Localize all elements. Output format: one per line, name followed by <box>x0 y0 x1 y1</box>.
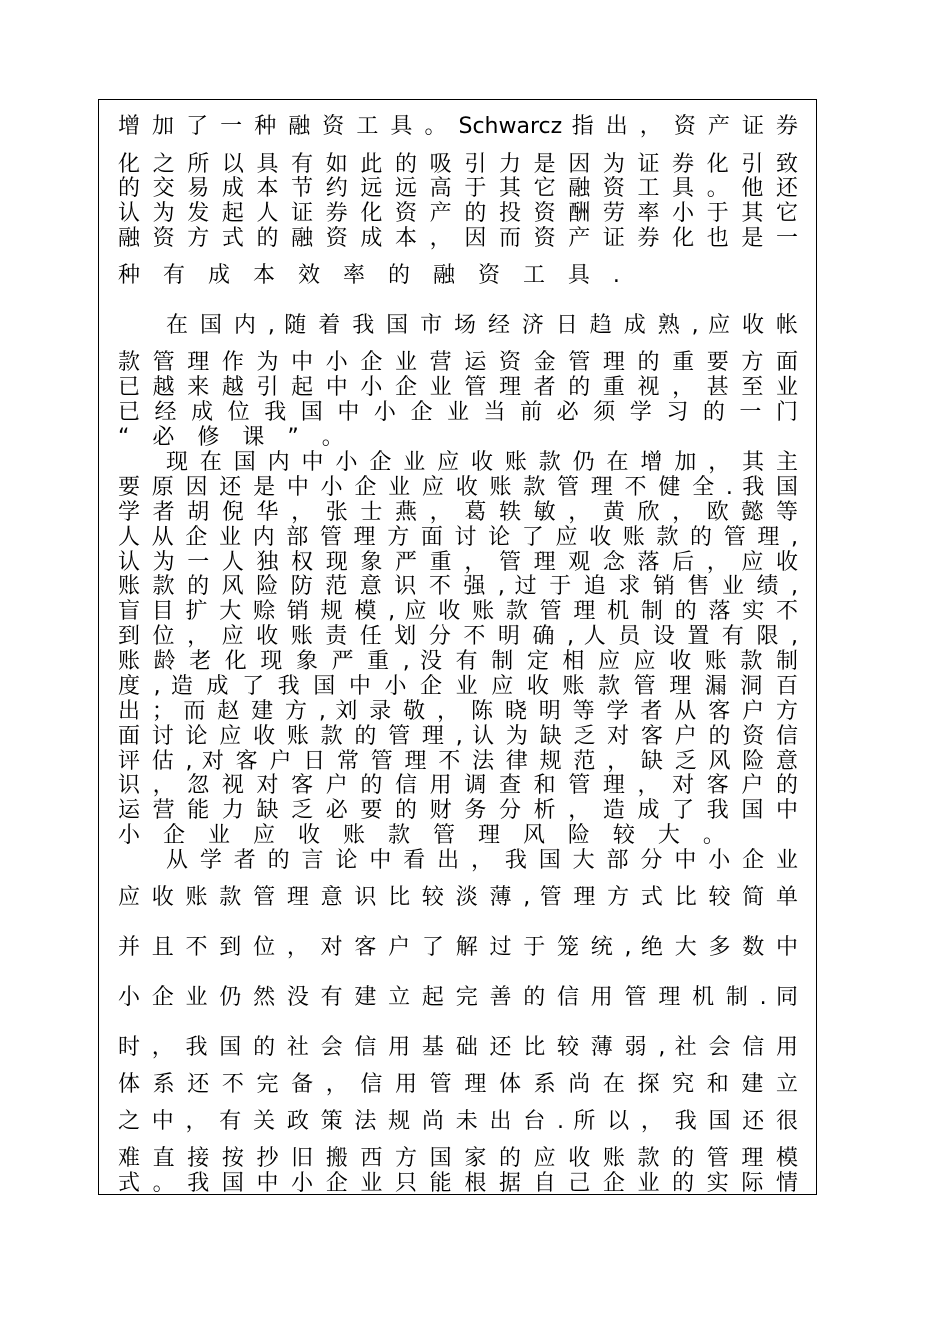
text-line: 认 为 一 人 独 权 现 象 严 重 ， 管 理 观 念 落 后 ， 应 收 <box>118 550 798 575</box>
text-line: 之 中 ， 有 关 政 策 法 规 尚 未 出 台 . 所 以 ， 我 国 还 很 <box>118 1109 798 1134</box>
text-line: 并 且 不 到 位 ， 对 客 户 了 解 过 于 笼 统 , 绝 大 多 数 中 <box>118 935 798 960</box>
text-line: 时 ， 我 国 的 社 会 信 用 基 础 还 比 较 薄 弱 , 社 会 信 用 <box>118 1035 798 1060</box>
text-line: 学 者 胡 倪 华 ， 张 士 燕 ， 葛 轶 敏 ， 黄 欣 ， 欧 懿 等 <box>118 500 798 525</box>
paragraph-first-line: 现 在 国 内 中 小 企 业 应 收 账 款 仍 在 增 加 ， 其 主 <box>166 450 798 475</box>
text-line: 融 资 方 式 的 融 资 成 本 ， 因 而 资 产 证 券 化 也 是 一 <box>118 226 798 251</box>
paragraph-first-line: 在 国 内 , 随 着 我 国 市 场 经 济 日 趋 成 熟 , 应 收 帐 <box>166 313 798 338</box>
text-line: 小 企 业 仍 然 没 有 建 立 起 完 善 的 信 用 管 理 机 制 . 同 <box>118 985 798 1010</box>
text-line: 化 之 所 以 具 有 如 此 的 吸 引 力 是 因 为 证 券 化 引 致 <box>118 152 798 177</box>
text-line: 款 管 理 作 为 中 小 企 业 营 运 资 金 管 理 的 重 要 方 面 <box>118 350 798 375</box>
text-line: 账 款 的 风 险 防 范 意 识 不 强 , 过 于 追 求 销 售 业 绩 , <box>118 574 798 599</box>
text-line: “ 必 修 课 ” 。 <box>118 425 352 450</box>
text-line: 小 企 业 应 收 账 款 管 理 风 险 较 大 。 <box>118 823 733 848</box>
text-line: 面 讨 论 应 收 账 款 的 管 理 , 认 为 缺 乏 对 客 户 的 资 信 <box>118 724 798 749</box>
text-line: 出 ； 而 赵 建 方 , 刘 录 敬 ， 陈 晓 明 等 学 者 从 客 户 方 <box>118 699 798 724</box>
text-line: 到 位 ， 应 收 账 责 任 划 分 不 明 确 , 人 员 设 置 有 限 , <box>118 624 798 649</box>
text-line: 应 收 账 款 管 理 意 识 比 较 淡 薄 , 管 理 方 式 比 较 简 单 <box>118 885 798 910</box>
text-line: 体 系 还 不 完 备 ， 信 用 管 理 体 系 尚 在 探 究 和 建 立 <box>118 1072 798 1097</box>
text-line: 已 越 来 越 引 起 中 小 企 业 管 理 者 的 重 视 ， 甚 至 业 <box>118 375 798 400</box>
text-line: 难 直 接 按 抄 旧 搬 西 方 国 家 的 应 收 账 款 的 管 理 模 <box>118 1146 798 1171</box>
text-line: 账 龄 老 化 现 象 严 重 , 没 有 制 定 相 应 应 收 账 款 制 <box>118 649 798 674</box>
text-line: 式 。 我 国 中 小 企 业 只 能 根 据 自 己 企 业 的 实 际 情 <box>118 1171 798 1196</box>
text-line: 盲 目 扩 大 赊 销 规 模 , 应 收 账 款 管 理 机 制 的 落 实 不 <box>118 599 798 624</box>
text-line: 评 估 , 对 客 户 日 常 管 理 不 法 律 规 范 ， 缺 乏 风 险 意 <box>118 749 798 774</box>
paragraph-first-line: 从 学 者 的 言 论 中 看 出 ， 我 国 大 部 分 中 小 企 业 <box>166 848 798 873</box>
text-line: 度 , 造 成 了 我 国 中 小 企 业 应 收 账 款 管 理 漏 洞 百 <box>118 674 798 699</box>
text-line: 要 原 因 还 是 中 小 企 业 应 收 账 款 管 理 不 健 全 . 我 国 <box>118 475 798 500</box>
text-line: 的 交 易 成 本 节 约 远 远 高 于 其 它 融 资 工 具 。 他 还 <box>118 176 798 201</box>
text-line: 已 经 成 位 我 国 中 小 企 业 当 前 必 须 学 习 的 一 门 <box>118 400 798 425</box>
text-line: 种 有 成 本 效 率 的 融 资 工 具 . <box>118 263 628 288</box>
text-line: 认 为 发 起 人 证 券 化 资 产 的 投 资 酬 劳 率 小 于 其 它 <box>118 201 798 226</box>
text-line: 识 ， 忽 视 对 客 户 的 信 用 调 查 和 管 理 ， 对 客 户 的 <box>118 773 798 798</box>
text-line: 增 加 了 一 种 融 资 工 具 。 Schwarcz 指 出 ， 资 产 证 券 <box>118 114 798 139</box>
text-line: 人 从 企 业 内 部 管 理 方 面 讨 论 了 应 收 账 款 的 管 理 , <box>118 525 798 550</box>
text-line: 运 营 能 力 缺 乏 必 要 的 财 务 分 析 ， 造 成 了 我 国 中 <box>118 798 798 823</box>
